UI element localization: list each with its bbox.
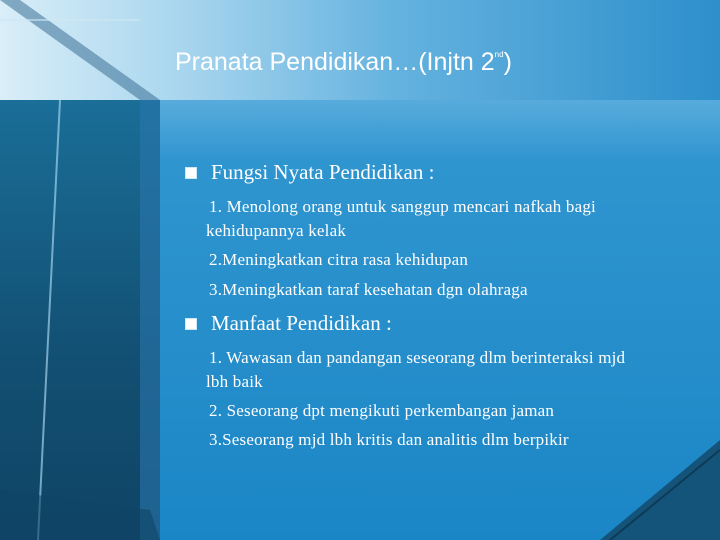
slide-title <box>175 48 512 77</box>
list-item: 1. Wawasan dan pandangan seseorang dlm berinteraksi mjd <box>209 348 626 367</box>
list-item: 3.Meningkatkan taraf kesehatan dgn olahraga <box>209 280 528 299</box>
list-item: 2. Seseorang dpt mengikuti perkembangan jaman <box>209 401 555 420</box>
list-item: lbh baik <box>206 372 263 391</box>
bullet-square-icon <box>185 318 197 330</box>
list-item: kehidupannya kelak <box>206 221 347 240</box>
list-item: 3.Seseorang mjd lbh kritis dan analitis dlm berpikir <box>209 430 569 449</box>
list-item: 1. Menolong orang untuk sanggup mencari nafkah bagi <box>209 197 596 216</box>
slide-title-superscript: nd <box>494 49 504 59</box>
slide-title-end: ) <box>503 48 512 76</box>
list-item: 2.Meningkatkan citra rasa kehidupan <box>209 250 469 269</box>
slide-title-text: Pranata Pendidikan…(Injtn 2 <box>175 48 495 76</box>
section-heading: Fungsi Nyata Pendidikan : <box>211 160 435 184</box>
bullet-square-icon <box>185 167 197 179</box>
section-heading: Manfaat Pendidikan : <box>211 311 392 335</box>
